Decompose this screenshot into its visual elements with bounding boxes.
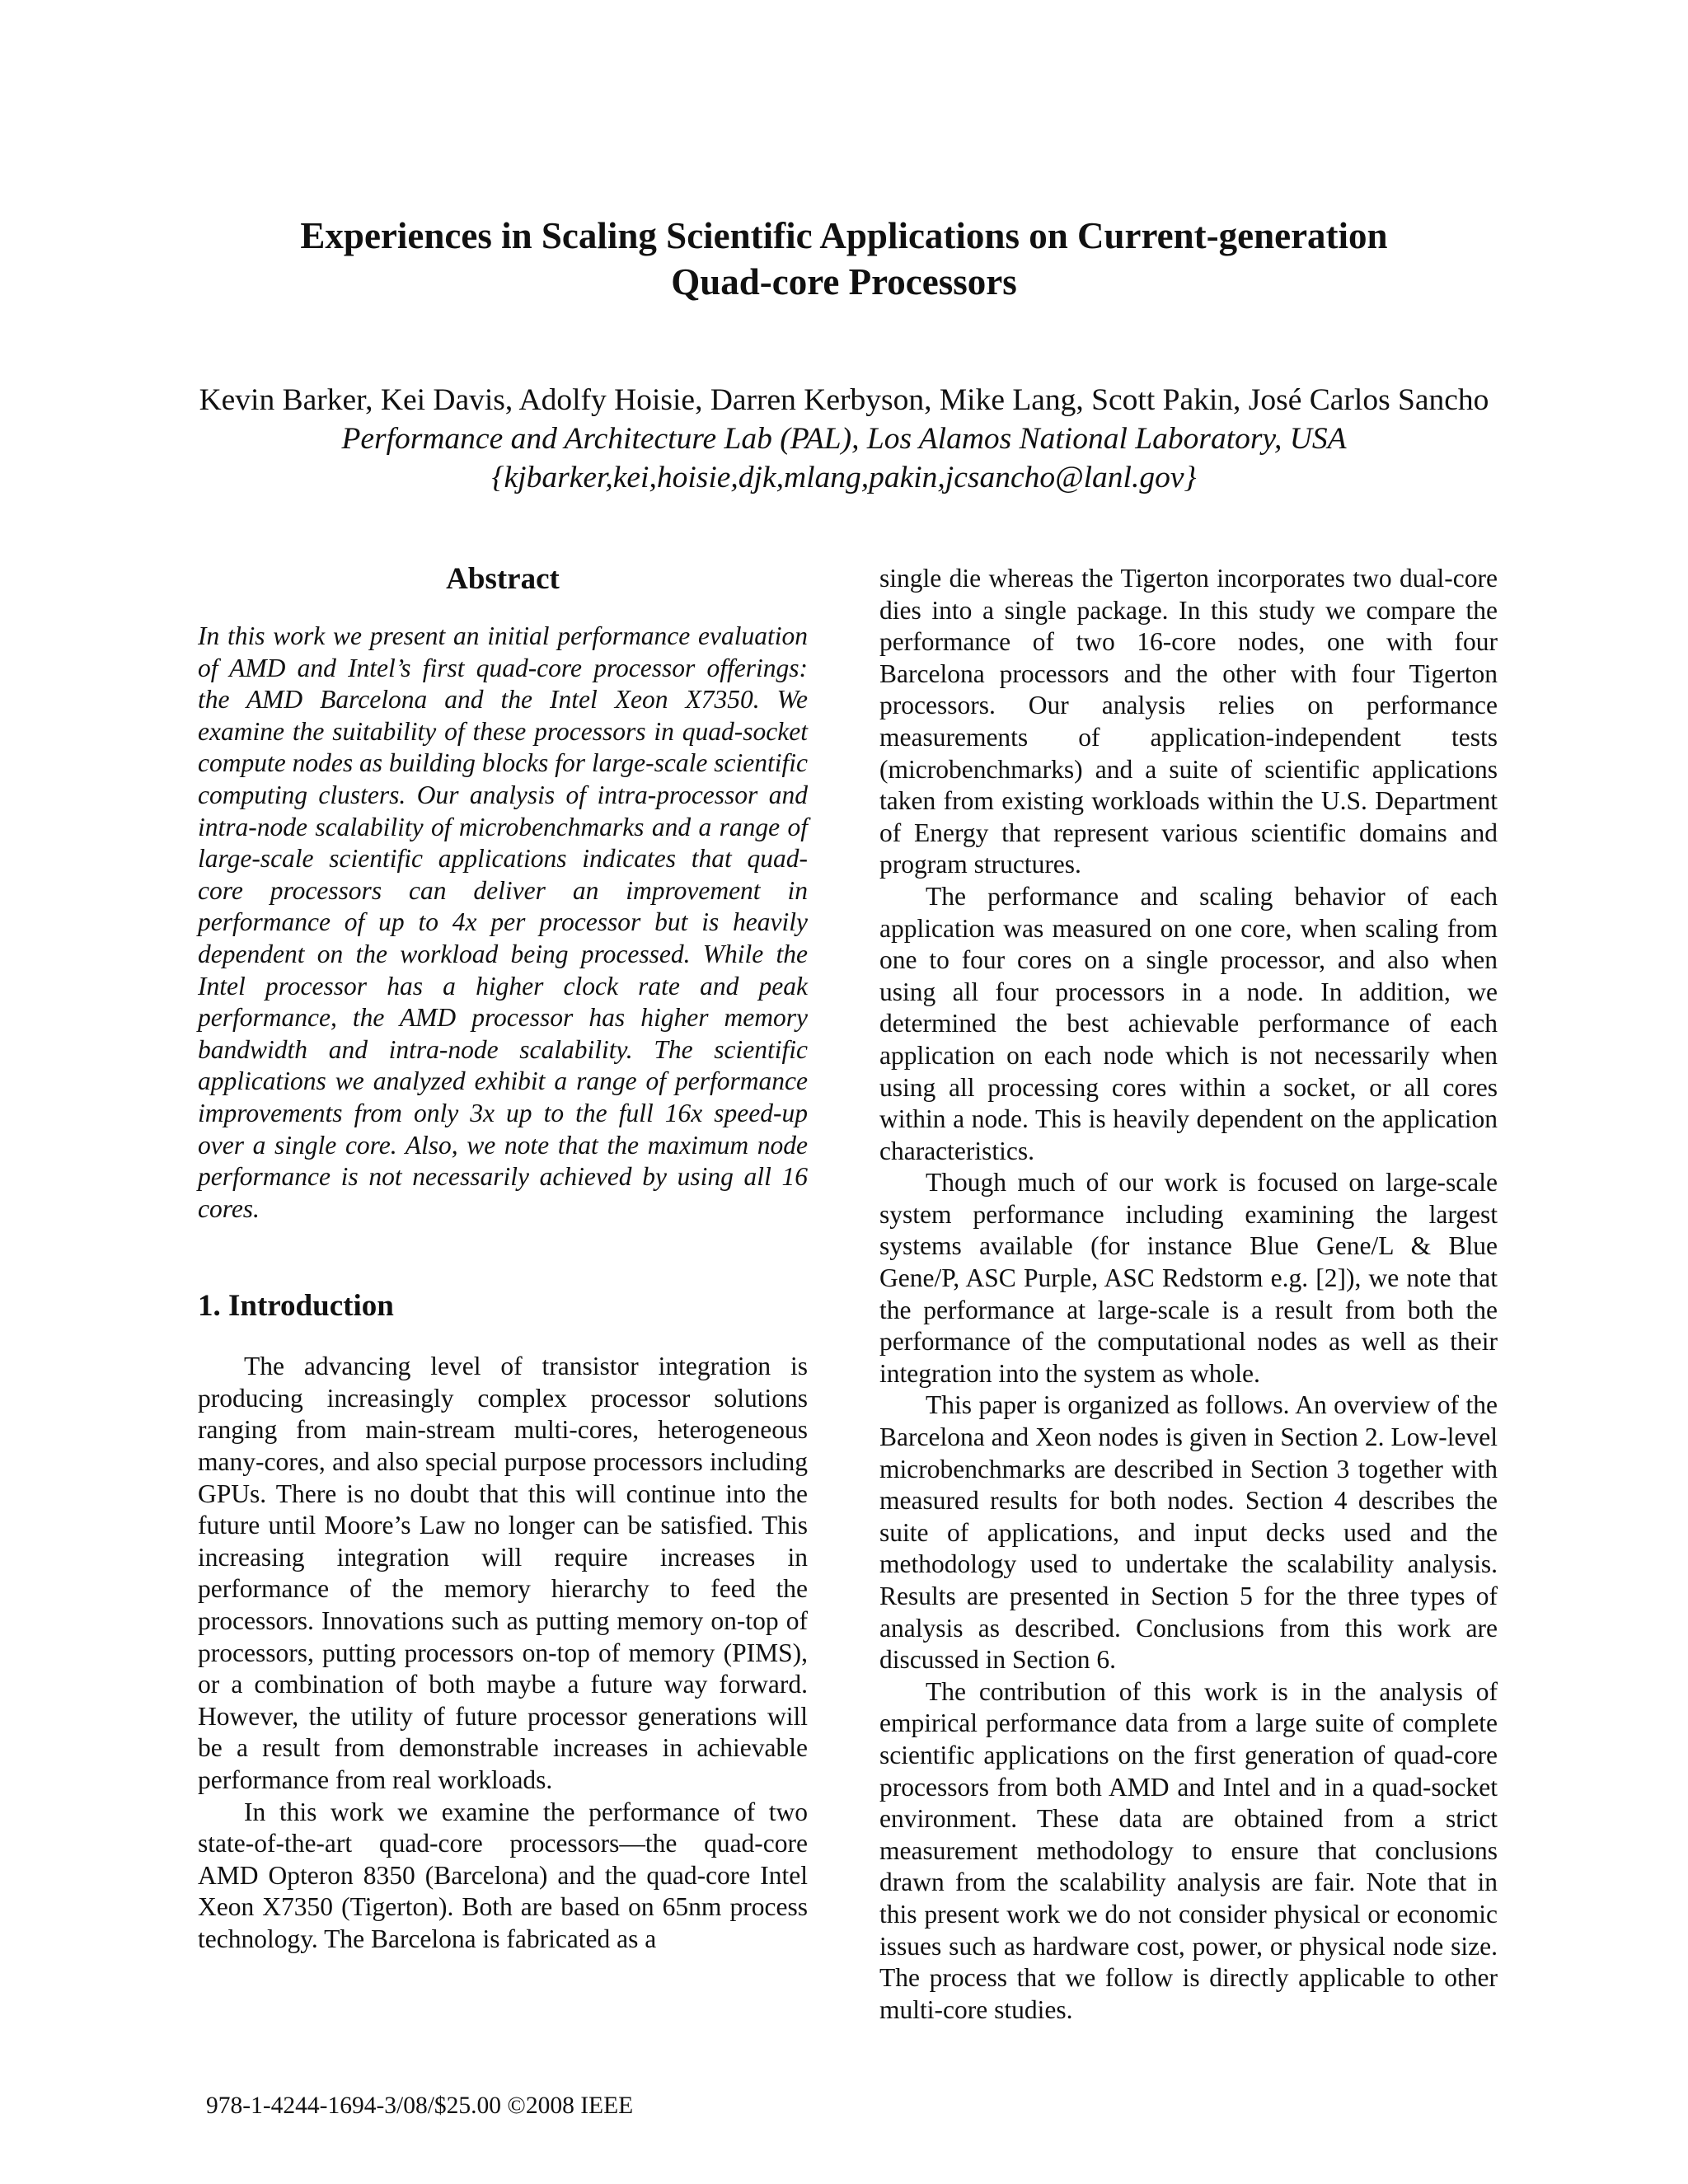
author-block: [0, 381, 1688, 497]
paper-title: [0, 213, 1688, 305]
left-column: [198, 560, 808, 1956]
intro-paragraph-6: The contribution of this work is in the analysis of empirical performance data from a large suite of complete scientific applications on the first generation of quad-core processors from both AMD and Intel and in a quad-socket environment. These data are obtained from a strict measurement methodology to ensure that conclusions drawn from the scalability analysis are fair. Note that in this present work we do not consider physical or economic issues such as hardware cost, power, or physical node size. The process that we follow is directly applicable to other multi-core studies.: [879, 1676, 1498, 2024]
intro-paragraph-3: The performance and scaling behavior of each application was measured on one core, when scaling from one to four cores on a single processor, and also when using all four processors in a node. In addition, we determined the best achievable performance of each application on each node which is not necessarily when using all processing cores within a socket, or all cores within a node. This is heavily dependent on the application characteristics.: [879, 881, 1498, 1165]
title-line-1: Experiences in Scaling Scientific Applications on Current-generation: [300, 215, 1388, 256]
introduction-heading: 1. Introduction: [198, 1289, 394, 1324]
intro-paragraph-2-continued: single die whereas the Tigerton incorporates two dual-core dies into a single package. In this study we compare the performance of two 16-core nodes, one with four Barcelona processors and the other with four Tigerton processors. Our analysis relies on performance measurements of application-independent tests (microbenchmarks) and a suite of scientific applications taken from existing workloads within the U.S. Department of Energy that represent various scientific domains and program structures.: [879, 564, 1498, 879]
intro-paragraph-5: This paper is organized as follows. An overview of the Barcelona and Xeon nodes is given in Section 2. Low-level microbenchmarks are described in Section 3 together with measured results for both nodes. Section 4 describes the suite of applications, and input decks used and the methodology used to undertake the scalability analysis. Results are presented in Section 5 for the three types of analysis as described. Conclusions from this work are discussed in Section 6.: [879, 1390, 1498, 1675]
author-list: Kevin Barker, Kei Davis, Adolfy Hoisie, Darren Kerbyson, Mike Lang, Scott Pakin, José Carlos Sancho: [199, 383, 1489, 417]
copyright-footer: 978-1-4244-1694-3/08/$25.00 ©2008 IEEE: [206, 2093, 634, 2119]
abstract-body: In this work we present an initial performance evaluation of AMD and Intel’s first quad-core processor offerings: the AMD Barcelona and the Intel Xeon X7350. We examine the suitability of these processors in quad-socket compute nodes as building blocks for large-scale scientific computing clusters. Our analysis of intra-processor and intra-node scalability of microbenchmarks and a range of large-scale scientific applications indicates that quad-core processors can deliver an improvement in performance of up to 4x per processor but is heavily dependent on the workload being processed. While the Intel processor has a higher clock rate and peak performance, the AMD processor has higher memory bandwidth and intra-node scalability. The scientific applications we analyzed exhibit a range of performance improvements from only 3x up to the full 16x speed-up over a single core. Also, we note that the maximum node performance is not necessarily achieved by using all 16 cores.: [198, 621, 808, 1223]
intro-paragraph-4: Though much of our work is focused on large-scale system performance including examining the largest systems available (for instance Blue Gene/L & Blue Gene/P, ASC Purple, ASC Redstorm e.g. [2]), we note that the performance at large-scale is a result from both the performance of the computational nodes as well as their integration into the system as whole.: [879, 1168, 1498, 1388]
title-line-2: Quad-core Processors: [671, 261, 1017, 302]
intro-paragraph-2: In this work we examine the performance of two state-of-the-art quad-core processors—the quad-core AMD Opteron 8350 (Barcelona) and the quad-core Intel Xeon X7350 (Tigerton). Both are based on 65nm process technology. The Barcelona is fabricated as a: [198, 1797, 808, 1953]
right-column: [879, 563, 1498, 2026]
author-emails: {kjbarker,kei,hoisie,djk,mlang,pakin,jcsancho@lanl.gov}: [491, 461, 1197, 494]
affiliation: Performance and Architecture Lab (PAL), Los Alamos National Laboratory, USA: [341, 422, 1347, 456]
abstract-heading: Abstract: [446, 562, 560, 596]
intro-paragraph-1: The advancing level of transistor integration is producing increasingly complex processor solutions ranging from main-stream multi-cores, heterogeneous many-cores, and also special purpose processors including GPUs. There is no doubt that this will continue into the future until Moore’s Law no longer can be satisfied. This increasing integration will require increases in performance of the memory hierarchy to feed the processors. Innovations such as putting memory on-top of processors, putting processors on-top of memory (PIMS), or a combination of both maybe a future way forward. However, the utility of future processor generations will be a result from demonstrable increases in achievable performance from real workloads.: [198, 1352, 808, 1794]
